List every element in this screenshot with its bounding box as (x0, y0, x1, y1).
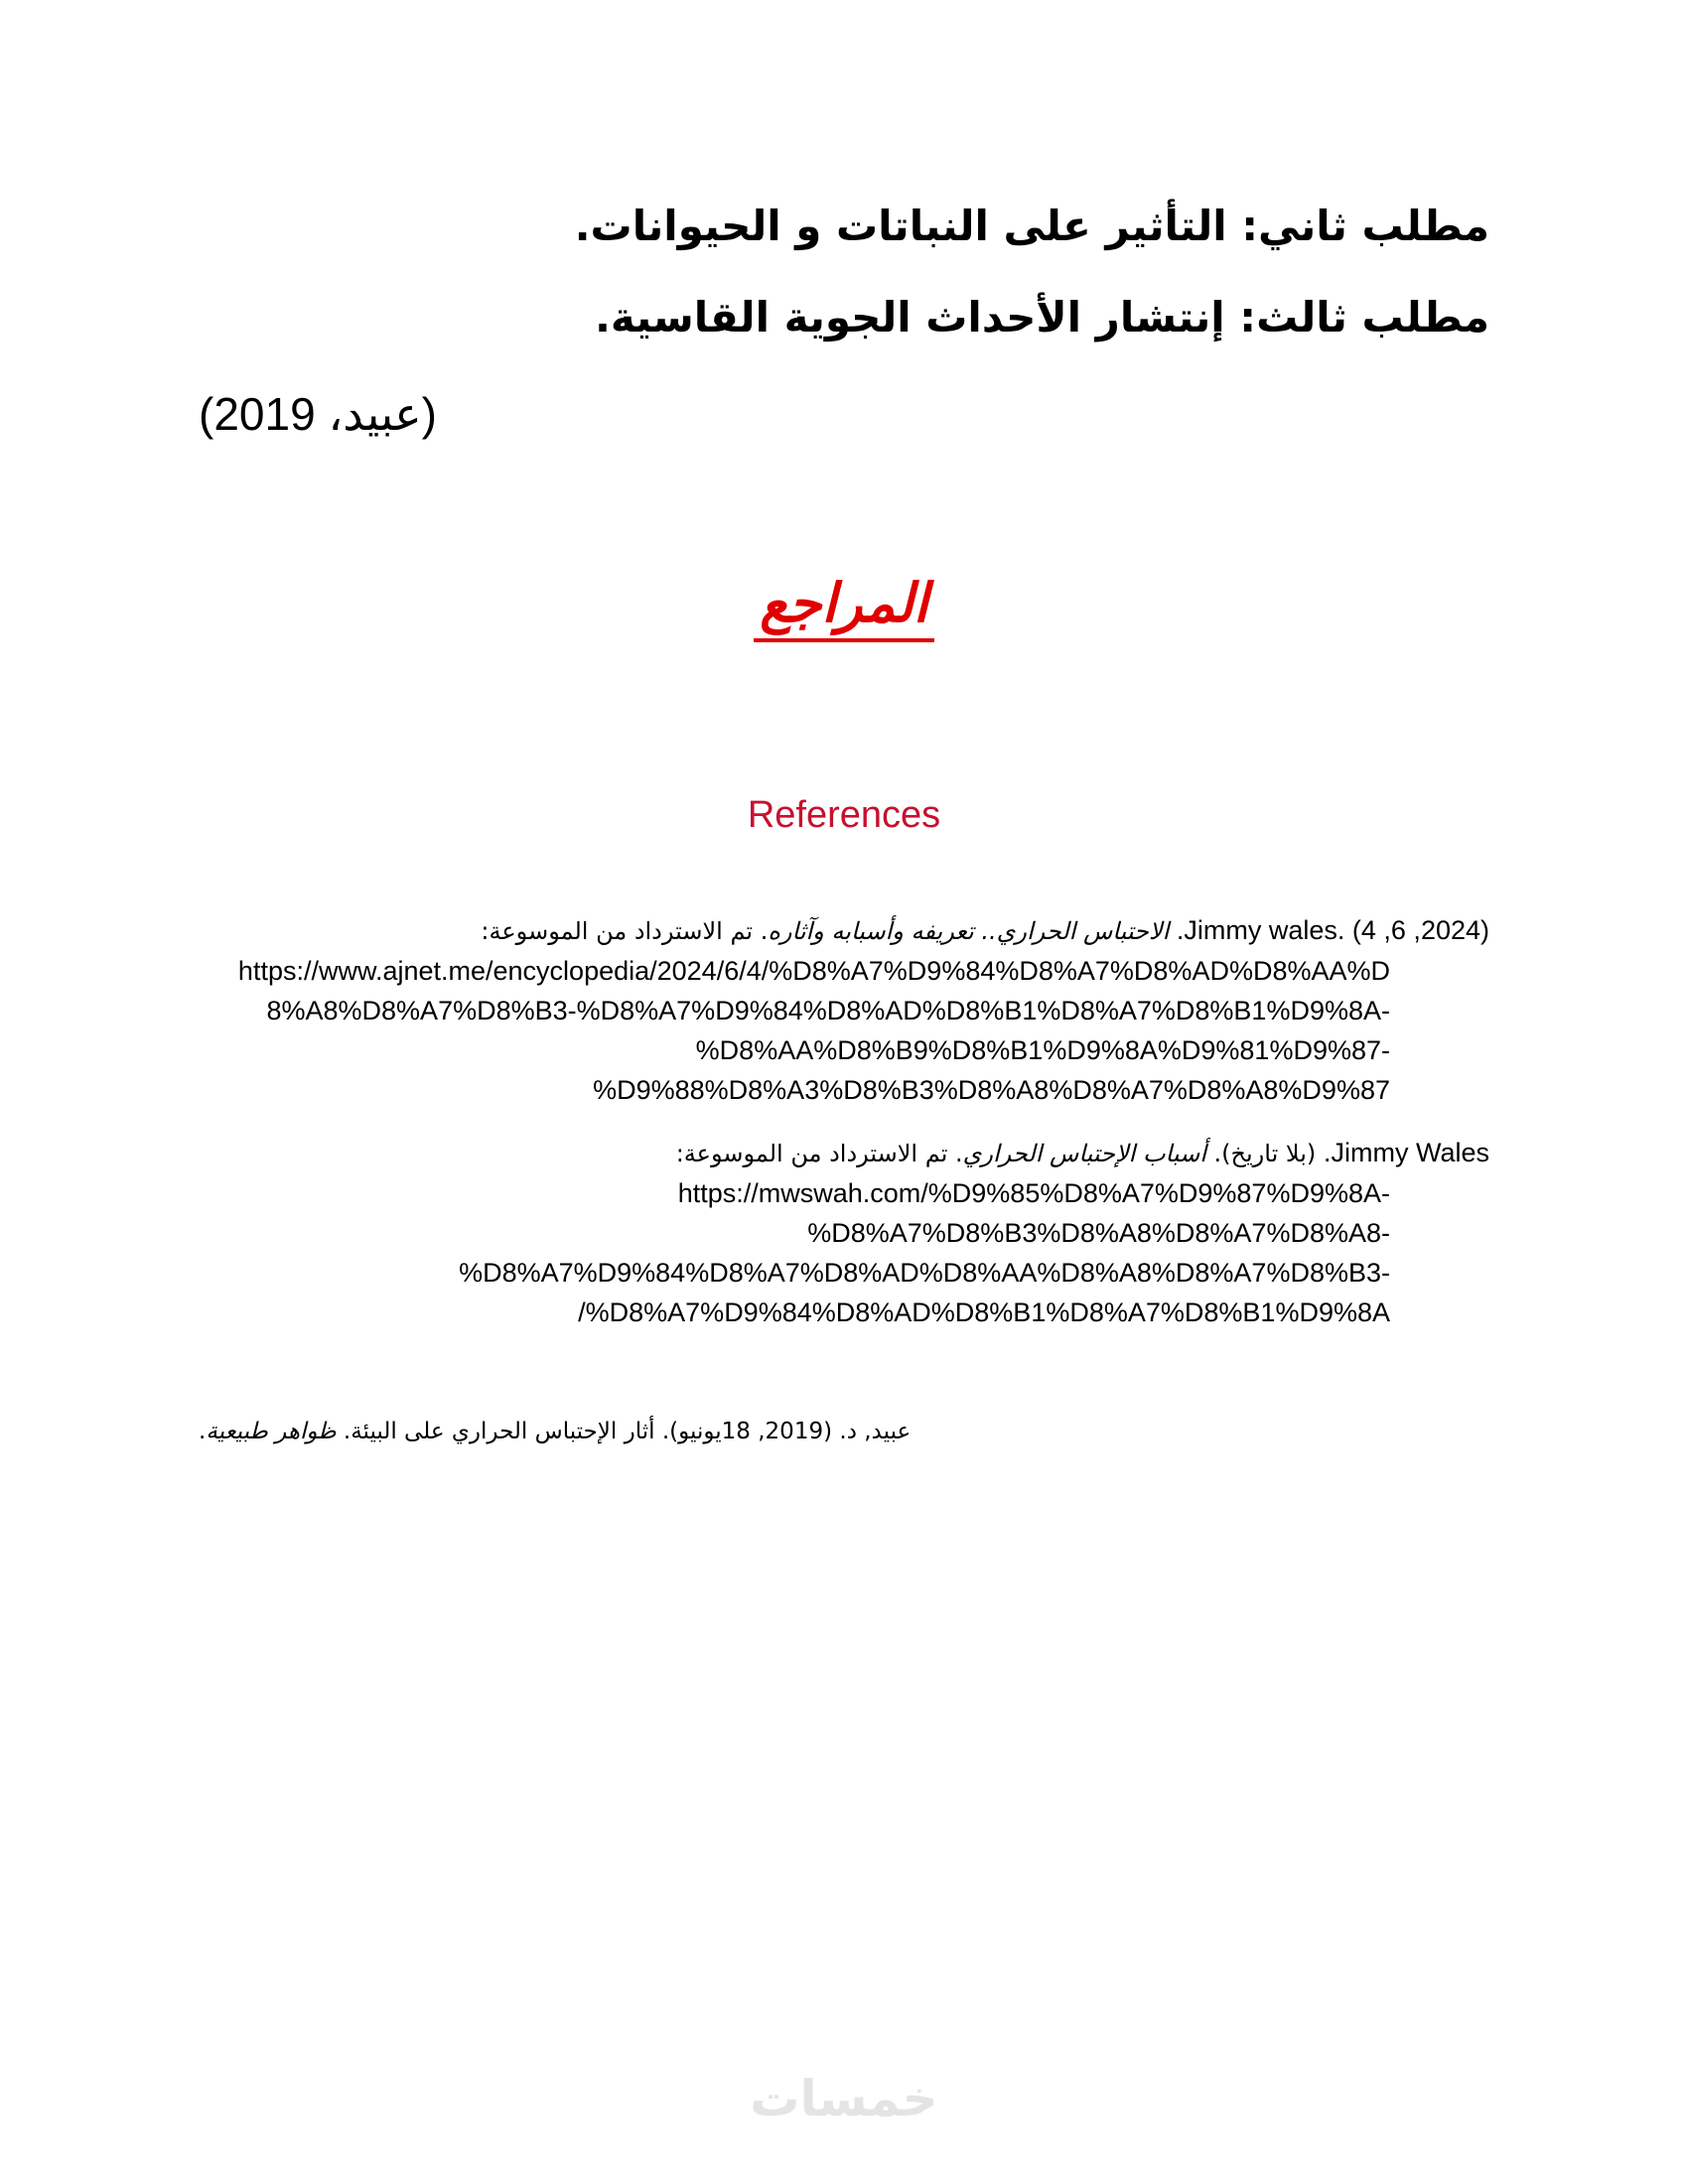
reference-url[interactable]: https://mwswah.com/%D9%85%D8%A7%D9%87%D9%8A- (677, 1178, 1390, 1208)
reference-retrieved: . تم الاسترداد من الموسوعة: (481, 917, 769, 945)
reference-url[interactable]: %D9%88%D8%A3%D8%B3%D8%A8%D8%A7%D8%A8%D9%87 (593, 1075, 1390, 1105)
reference-author: Jimmy Wales (1331, 1138, 1489, 1167)
reference-header (199, 1133, 1489, 1173)
references-title-english: References (747, 794, 941, 836)
reference-date: . (4 ,6 ,2024). (1176, 915, 1489, 945)
reference-entry (199, 1133, 1489, 1332)
reference-title: الاحتباس الحراري.. تعريفه وأسبابه وآثاره (768, 917, 1177, 945)
reference-entry (199, 910, 1489, 1110)
references-title-arabic-text: المراجع (754, 569, 934, 642)
reference-url[interactable]: 8%A8%D8%A7%D8%B3-%D8%A7%D9%84%D8%AD%D8%B1%D8%A7%D8%B1%D9%8A- (266, 996, 1390, 1025)
reference-entry (199, 1412, 911, 1451)
reference-url[interactable]: %D8%AA%D8%B9%D8%B1%D9%8A%D9%81%D9%87- (695, 1035, 1390, 1065)
reference-header (199, 910, 1489, 951)
section-heading-2: مطلب ثاني: التأثير على النباتات و الحيوانات. (574, 202, 1489, 250)
in-text-citation: (عبيد، 2019) (199, 388, 437, 440)
site-watermark: خمسات (750, 2070, 938, 2127)
reference-source: ظواهر طبيعية (206, 1419, 337, 1444)
reference-title: أسباب الإحتباس الحراري (962, 1140, 1214, 1167)
reference-date: . (بلا تاريخ). (1213, 1140, 1332, 1167)
reference-end: . (199, 1419, 207, 1444)
reference-url[interactable]: %D8%A7%D9%84%D8%A7%D8%AD%D8%AA%D8%A8%D8%A7%D8%B3- (459, 1258, 1390, 1288)
reference-url[interactable]: https://www.ajnet.me/encyclopedia/2024/6/4/%D8%A7%D9%84%D8%A7%D8%AD%D8%AA%D (237, 956, 1390, 986)
reference-author: Jimmy wales (1184, 915, 1337, 945)
references-title-arabic (0, 564, 1688, 643)
reference-text: عبيد, د. (2019, 18يونيو). أثار الإحتباس الحراري على البيئة. (336, 1419, 912, 1444)
reference-url[interactable]: %D8%A7%D8%B3%D8%A8%D8%A7%D8%A8- (807, 1218, 1390, 1248)
section-heading-3: مطلب ثالث: إنتشار الأحداث الجوية القاسية. (594, 293, 1489, 341)
reference-url[interactable]: /%D8%A7%D9%84%D8%AD%D8%B1%D8%A7%D8%B1%D9%8A (578, 1297, 1390, 1327)
reference-retrieved: . تم الاسترداد من الموسوعة: (675, 1140, 963, 1167)
